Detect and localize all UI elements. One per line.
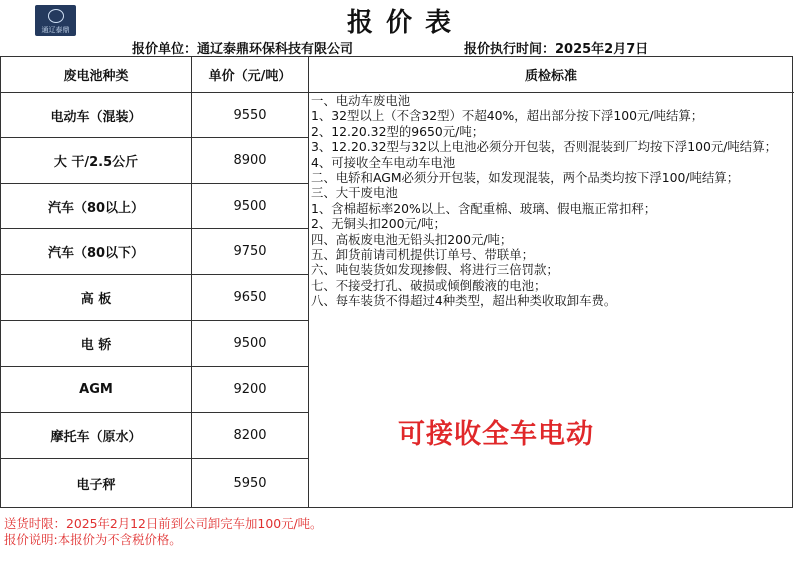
- price-cell: 9550: [233, 107, 267, 123]
- standard-line: 二、电轿和AGM必须分开包装，如发现混装，两个品类均按下浮100/吨结算；: [311, 170, 740, 186]
- standard-line: 四、高板废电池无铅头扣200元/吨；: [311, 231, 513, 247]
- price-note: 报价说明:本报价为不含税价格。: [4, 532, 182, 547]
- price-cell: 5950: [233, 475, 267, 491]
- quality-standards: [311, 93, 791, 309]
- battery-type-cell: 电动车（混装）: [50, 109, 142, 125]
- effective-date: 报价执行时间：2025年2月7日: [464, 42, 649, 57]
- battery-type-cell: 摩托车（原水）: [50, 430, 142, 445]
- price-cell: 9200: [233, 382, 267, 397]
- battery-type-cell: 汽车（80以下）: [47, 246, 145, 261]
- standard-line: 五、卸货前请司机提供订单号、带联单；: [311, 247, 535, 263]
- standard-line: 六、吨包装货如发现掺假、将进行三倍罚款；: [311, 262, 559, 278]
- price-cell: 9500: [233, 336, 267, 351]
- delivery-deadline-note: 送货时限：2025年2月12日前到公司卸完车加100元/吨。: [4, 516, 323, 531]
- price-cell: 9750: [233, 244, 267, 259]
- logo-text: 通辽泰鼎: [41, 26, 70, 34]
- standard-line: 三、大干废电池: [311, 185, 398, 201]
- quoting-company: 报价单位：通辽泰鼎环保科技有限公司: [132, 42, 354, 57]
- price-cell: 8200: [233, 428, 267, 443]
- battery-type-cell: 电子秤: [76, 477, 116, 493]
- column-divider: [308, 57, 309, 507]
- standard-line: 一、电动车废电池: [311, 93, 411, 108]
- price-cell: 9500: [233, 198, 267, 214]
- standard-line: 3、12.20.32型与32以上电池必须分开包装，否则混装到厂均按下浮100元/吨结算；: [311, 139, 777, 155]
- battery-type-cell: 大 干/2.5公斤: [53, 155, 139, 170]
- standard-line: 2、12.20.32型的9650元/吨；: [311, 123, 485, 139]
- battery-type-cell: 高 板: [80, 292, 112, 307]
- battery-type-cell: AGM: [79, 382, 113, 397]
- standard-line: 1、32型以上（不含32型）不超40%，超出部分按下浮100元/吨结算；: [311, 108, 704, 124]
- battery-type-cell: 电 轿: [80, 338, 112, 353]
- battery-type-cell: 汽车（80以上）: [47, 200, 145, 216]
- standard-line: 4、可接收全车电动车电池: [311, 154, 456, 170]
- page-title: 报 价 表: [346, 8, 454, 38]
- standard-line: 七、不接受打孔、破损或倾倒酸液的电池；: [311, 277, 547, 293]
- standard-line: 1、含棉超标率20%以上、含配重棉、玻璃、假电瓶正常扣秤；: [311, 200, 657, 216]
- price-cell: 8900: [233, 153, 267, 168]
- header-quality-standard: 质检标准: [524, 69, 577, 84]
- standard-line: 八、每车装货不得超过4种类型，超出种类收取卸车费。: [311, 293, 617, 309]
- price-cell: 9650: [233, 290, 267, 305]
- highlight-notice: 可接收全车电动: [398, 419, 594, 450]
- header-unit-price: 单价（元/吨）: [208, 69, 292, 84]
- standard-line: 2、无铜头扣200元/吨；: [311, 216, 446, 232]
- header-battery-type: 废电池种类: [63, 69, 129, 84]
